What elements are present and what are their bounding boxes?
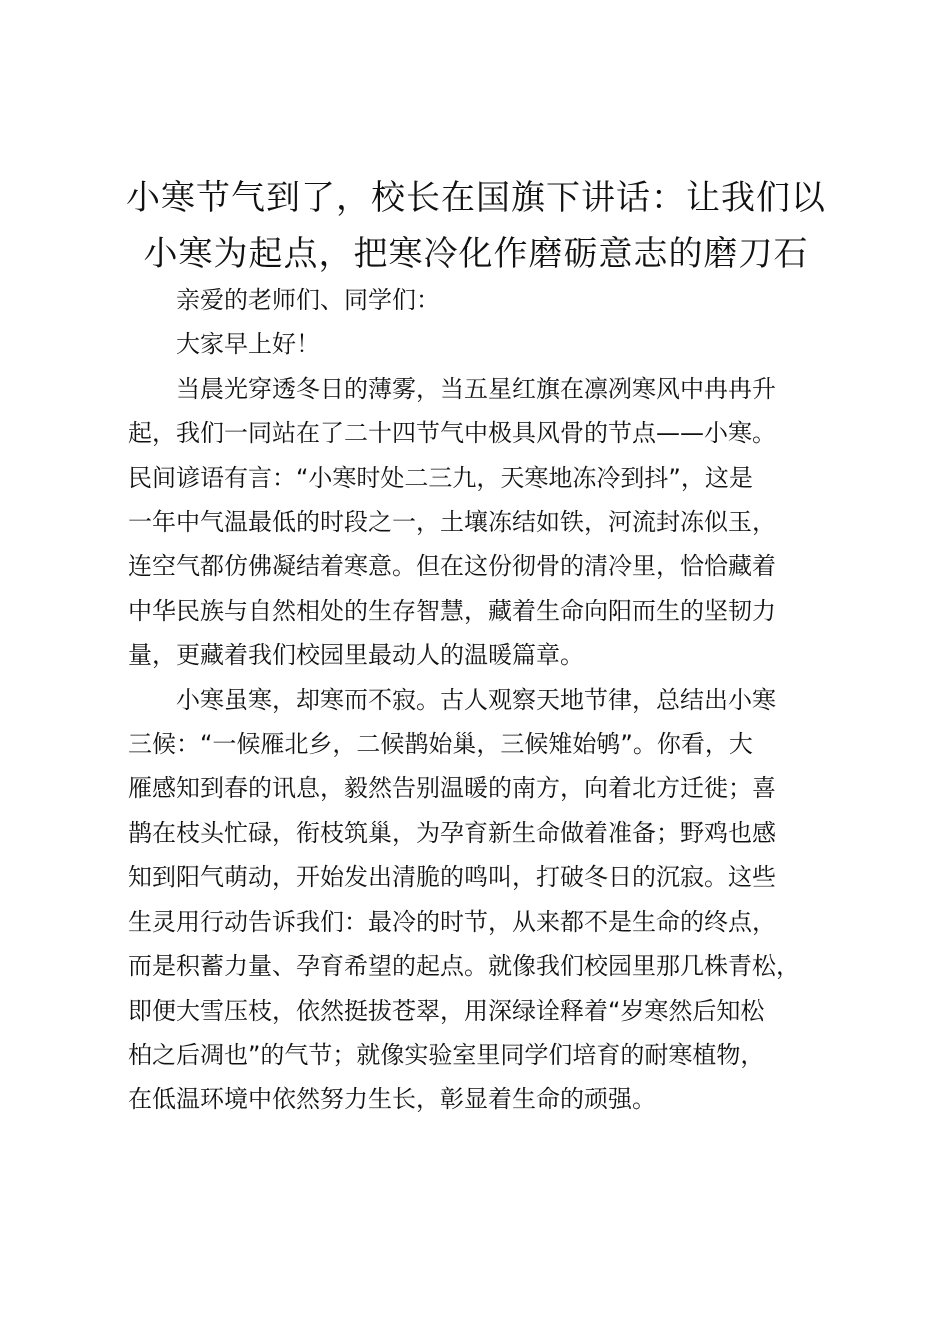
text-line: 亲爱的老师们、同学们： (176, 286, 440, 314)
text-line: 知到阳气萌动，开始发出清脆的鸣叫，打破冬日的沉寂。这些 (128, 863, 776, 892)
title-line: 小寒节气到了，校长在国旗下讲话：让我们以 (126, 178, 826, 218)
text-line: 三候：“一候雁北乡，二候鹊始巢，三候雉始鸲”。你看，大 (128, 730, 753, 759)
document-title (120, 170, 832, 282)
body-paragraph (128, 678, 832, 1122)
text-line: 柏之后凋也”的气节；就像实验室里同学们培育的耐寒植物， (128, 1040, 765, 1069)
text-line: 在低温环境中依然努力生长，彰显着生命的顽强。 (128, 1085, 656, 1114)
text-line: 当晨光穿透冬日的薄雾，当五星红旗在凛冽寒风中冉冉升 (176, 374, 776, 403)
text-line: 雁感知到春的讯息，毅然告别温暖的南方，向着北方迁徙；喜 (128, 774, 776, 803)
document-body (128, 278, 832, 1122)
text-line: 即便大雪压枝，依然挺拔苍翠，用深绿诠释着“岁寒然后知松 (128, 996, 765, 1025)
title-line: 小寒为起点，把寒冷化作磨砺意志的磨刀石 (143, 234, 809, 274)
text-line: 起，我们一同站在了二十四节气中极具风骨的节点——小寒。 (128, 419, 776, 448)
body-paragraph (128, 367, 832, 678)
text-line: 一年中气温最低的时段之一，土壤冻结如铁，河流封冻似玉， (128, 508, 776, 537)
text-line: 连空气都仿佛凝结着寒意。但在这份彻骨的清冷里，恰恰藏着 (128, 552, 776, 581)
text-line: 而是积蓄力量、孕育希望的起点。就像我们校园里那几株青松， (128, 952, 800, 981)
text-line: 小寒虽寒，却寒而不寂。古人观察天地节律，总结出小寒 (176, 685, 776, 714)
text-line: 鹊在枝头忙碌，衔枝筑巢，为孕育新生命做着准备；野鸡也感 (128, 818, 776, 847)
salutation-paragraph (128, 278, 832, 322)
text-line: 中华民族与自然相处的生存智慧，藏着生命向阳而生的坚韧力 (128, 596, 776, 625)
text-line: 大家早上好！ (176, 330, 320, 359)
text-line: 民间谚语有言：“小寒时处二三九，天寒地冻冷到抖”，这是 (128, 463, 753, 492)
greeting-paragraph (128, 322, 832, 366)
text-line: 量，更藏着我们校园里最动人的温暖篇章。 (128, 641, 584, 670)
text-line: 生灵用行动告诉我们：最冷的时节，从来都不是生命的终点， (128, 907, 776, 936)
